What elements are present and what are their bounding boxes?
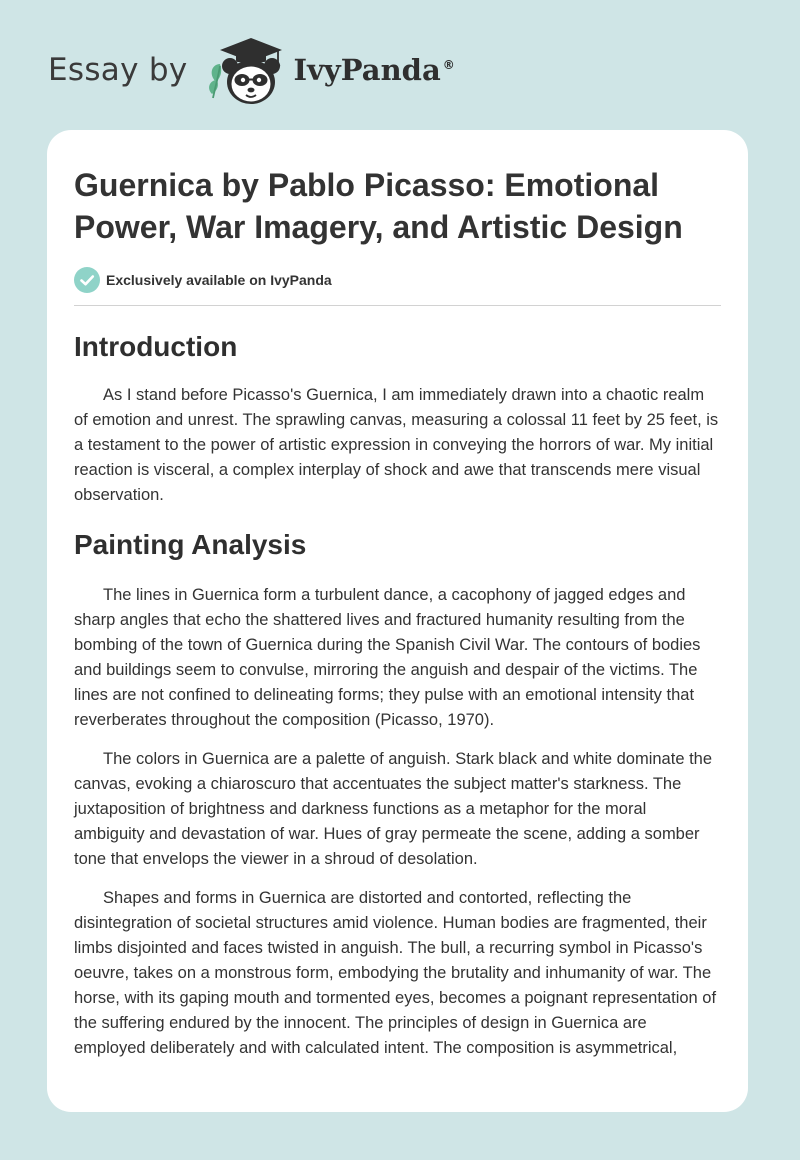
check-circle-icon <box>74 267 100 293</box>
brand-header[interactable] <box>48 30 455 110</box>
panda-logo-icon <box>202 30 292 110</box>
paragraph: Shapes and forms in Guernica are distorted and contorted, reflecting the disintegration of societal structures amid violence. Human bodies are fragmented, their limbs disjointed and faces twisted in anguish. The bull, a recurring symbol in Picasso's oeuvre, takes on a monstrous form, embodying the brutality and inhumanity of war. The horse, with its gaping mouth and tormented eyes, becomes a poignant representation of the suffering endured by the innocent. The principles of design in Guernica are employed deliberately and with calculated intent. The composition is asymmetrical, <box>74 889 717 1057</box>
essay-card <box>47 130 748 1112</box>
essay-title: Guernica by Pablo Picasso: Emotional Power, War Imagery, and Artistic Design <box>74 167 683 245</box>
registered-mark: ® <box>442 58 455 73</box>
section-heading-painting-analysis: Painting Analysis <box>74 529 307 560</box>
paragraph: The colors in Guernica are a palette of anguish. Stark black and white dominate the canvas, evoking a chiaroscuro that accentuates the subject matter's starkness. The juxtaposition of brightness and darkness functions as a metaphor for the moral ambiguity and devastation of war. Hues of gray permeate the scene, adding a somber tone that envelops the viewer in a shroud of desolation. <box>74 750 713 868</box>
divider <box>74 305 721 306</box>
exclusive-badge <box>74 266 721 294</box>
section-heading-introduction: Introduction <box>74 331 238 362</box>
brand-prefix: Essay by <box>48 52 188 88</box>
exclusive-badge-text: Exclusively available on IvyPanda <box>106 272 332 288</box>
brand-name: IvyPanda ® <box>293 53 455 87</box>
paragraph: As I stand before Picasso's Guernica, I am immediately drawn into a chaotic realm of emotion and unrest. The sprawling canvas, measuring a colossal 11 feet by 25 feet, is a testament to the power of artistic expression in conveying the horrors of war. My initial reaction is visceral, a complex interplay of shock and awe that transcends mere visual observation. <box>74 386 719 504</box>
paragraph: The lines in Guernica form a turbulent dance, a cacophony of jagged edges and sharp angles that echo the shattered lives and fractured humanity resulting from the bombing of the town of Guernica during the Spanish Civil War. The contours of bodies and buildings seem to convulse, mirroring the anguish and despair of the victims. The lines are not confined to delineating forms; they pulse with an emotional intensity that reverberates throughout the composition (Picasso, 1970). <box>74 586 701 729</box>
